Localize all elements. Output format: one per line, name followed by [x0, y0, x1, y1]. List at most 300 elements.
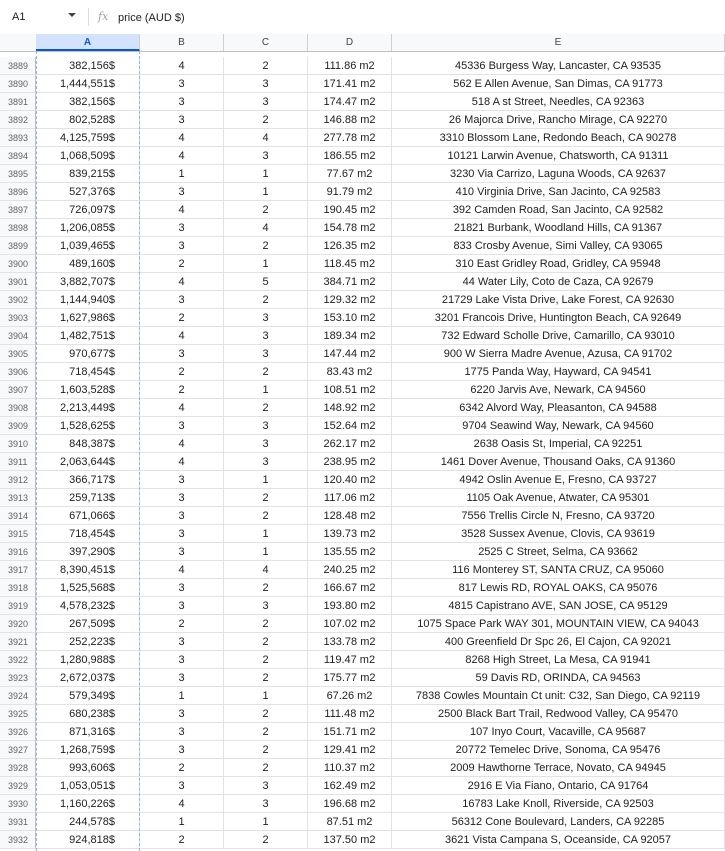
table-row	[0, 291, 725, 309]
cell-col-c[interactable]: 3	[224, 417, 308, 435]
cell-address[interactable]: 4815 Capistrano AVE, SAN JOSE, CA 95129	[392, 597, 725, 615]
cell-area[interactable]: 117.06 m2	[308, 489, 392, 507]
row-number[interactable]: 3907	[0, 381, 36, 399]
row-number[interactable]: 3912	[0, 471, 36, 489]
cell-area[interactable]: 83.43 m2	[308, 363, 392, 381]
cell-address[interactable]: 900 W Sierra Madre Avenue, Azusa, CA 91702	[392, 345, 725, 363]
cell-price[interactable]: 1,603,528$	[36, 381, 140, 399]
cell-col-b[interactable]: 4	[140, 129, 224, 147]
row-number[interactable]: 3894	[0, 147, 36, 165]
cell-col-c[interactable]: 2	[224, 669, 308, 687]
cell-area[interactable]: 133.78 m2	[308, 633, 392, 651]
cell-area[interactable]: 171.41 m2	[308, 75, 392, 93]
cell-area[interactable]: 151.71 m2	[308, 723, 392, 741]
cell-area[interactable]: 146.88 m2	[308, 111, 392, 129]
cell-col-b[interactable]: 3	[140, 579, 224, 597]
cell-col-b[interactable]: 3	[140, 417, 224, 435]
cell-price[interactable]: 267,509$	[36, 615, 140, 633]
cell-area[interactable]: 153.10 m2	[308, 309, 392, 327]
cell-price[interactable]: 671,066$	[36, 507, 140, 525]
row-number[interactable]: 3908	[0, 399, 36, 417]
table-row	[0, 327, 725, 345]
cell-col-b[interactable]: 3	[140, 471, 224, 489]
table-row	[0, 57, 725, 75]
cell-area[interactable]: 148.92 m2	[308, 399, 392, 417]
cell-address[interactable]: 410 Virginia Drive, San Jacinto, CA 92583	[392, 183, 725, 201]
table-row	[0, 111, 725, 129]
row-number[interactable]: 3920	[0, 615, 36, 633]
formula-bar	[0, 0, 725, 35]
cell-col-b[interactable]: 4	[140, 327, 224, 345]
table-row	[0, 165, 725, 183]
row-number[interactable]: 3931	[0, 813, 36, 831]
row-number[interactable]: 3923	[0, 669, 36, 687]
cell-col-b[interactable]: 4	[140, 273, 224, 291]
cell-col-b[interactable]: 3	[140, 93, 224, 111]
cell-area[interactable]: 277.78 m2	[308, 129, 392, 147]
cell-col-c[interactable]: 2	[224, 831, 308, 849]
cell-price[interactable]: 4,125,759$	[36, 129, 140, 147]
cell-col-c[interactable]: 3	[224, 309, 308, 327]
cell-area[interactable]: 193.80 m2	[308, 597, 392, 615]
row-number[interactable]: 3909	[0, 417, 36, 435]
cell-price[interactable]: 1,525,568$	[36, 579, 140, 597]
row-number[interactable]: 3927	[0, 741, 36, 759]
cell-col-b[interactable]: 4	[140, 453, 224, 471]
cell-address[interactable]: 56312 Cone Boulevard, Landers, CA 92285	[392, 813, 725, 831]
cell-area[interactable]: 118.45 m2	[308, 255, 392, 273]
row-number[interactable]: 3910	[0, 435, 36, 453]
cell-col-c[interactable]: 4	[224, 129, 308, 147]
cell-price[interactable]: 252,223$	[36, 633, 140, 651]
cell-price[interactable]: 1,206,085$	[36, 219, 140, 237]
cell-price[interactable]: 1,160,226$	[36, 795, 140, 813]
cell-col-c[interactable]: 2	[224, 201, 308, 219]
cell-col-c[interactable]: 1	[224, 381, 308, 399]
row-number[interactable]: 3904	[0, 327, 36, 345]
table-row	[0, 597, 725, 615]
cell-col-c[interactable]: 1	[224, 543, 308, 561]
cell-col-c[interactable]: 2	[224, 489, 308, 507]
cell-price[interactable]: 1,444,551$	[36, 75, 140, 93]
cell-area[interactable]: 154.78 m2	[308, 219, 392, 237]
table-row	[0, 237, 725, 255]
cell-col-b[interactable]: 3	[140, 777, 224, 795]
cell-area[interactable]: 262.17 m2	[308, 435, 392, 453]
table-row	[0, 633, 725, 651]
cell-reference: A1	[12, 11, 26, 23]
row-number[interactable]: 3921	[0, 633, 36, 651]
cell-address[interactable]: 20772 Temelec Drive, Sonoma, CA 95476	[392, 741, 725, 759]
cell-price[interactable]: 259,713$	[36, 489, 140, 507]
table-row	[0, 777, 725, 795]
row-number[interactable]: 3924	[0, 687, 36, 705]
cell-price[interactable]: 527,376$	[36, 183, 140, 201]
cell-address[interactable]: 2009 Hawthorne Terrace, Novato, CA 94945	[392, 759, 725, 777]
table-row	[0, 723, 725, 741]
cell-address[interactable]: 518 A st Street, Needles, CA 92363	[392, 93, 725, 111]
cell-col-c[interactable]: 3	[224, 75, 308, 93]
cell-col-c[interactable]: 3	[224, 777, 308, 795]
cell-area[interactable]: 162.49 m2	[308, 777, 392, 795]
row-number[interactable]: 3932	[0, 831, 36, 849]
table-row	[0, 273, 725, 291]
cell-address[interactable]: 562 E Allen Avenue, San Dimas, CA 91773	[392, 75, 725, 93]
cell-col-b[interactable]: 4	[140, 435, 224, 453]
cell-col-b[interactable]: 3	[140, 723, 224, 741]
cell-address[interactable]: 732 Edward Scholle Drive, Camarillo, CA 93010	[392, 327, 725, 345]
cell-col-c[interactable]: 1	[224, 255, 308, 273]
cell-address[interactable]: 3201 Francois Drive, Huntington Beach, CA 92649	[392, 309, 725, 327]
cell-address[interactable]: 16783 Lake Knoll, Riverside, CA 92503	[392, 795, 725, 813]
cell-address[interactable]: 1075 Space Park WAY 301, MOUNTAIN VIEW, CA 94043	[392, 615, 725, 633]
row-number[interactable]: 3916	[0, 543, 36, 561]
row-number[interactable]: 3896	[0, 183, 36, 201]
cell-col-c[interactable]: 3	[224, 327, 308, 345]
cell-area[interactable]: 147.44 m2	[308, 345, 392, 363]
cell-col-b[interactable]: 1	[140, 165, 224, 183]
cell-col-c[interactable]: 1	[224, 471, 308, 489]
table-row	[0, 831, 725, 849]
table-row	[0, 453, 725, 471]
cell-col-b[interactable]: 3	[140, 345, 224, 363]
cell-col-b[interactable]: 3	[140, 669, 224, 687]
cell-col-c[interactable]: 1	[224, 687, 308, 705]
cell-col-c[interactable]: 2	[224, 399, 308, 417]
cell-address[interactable]: 3528 Sussex Avenue, Clovis, CA 93619	[392, 525, 725, 543]
cell-area[interactable]: 120.40 m2	[308, 471, 392, 489]
row-number[interactable]: 3922	[0, 651, 36, 669]
cell-col-b[interactable]: 2	[140, 309, 224, 327]
sheet-grid	[0, 51, 725, 851]
cell-address[interactable]: 2500 Black Bart Trail, Redwood Valley, CA 95470	[392, 705, 725, 723]
cell-col-c[interactable]: 2	[224, 723, 308, 741]
row-number[interactable]: 3899	[0, 237, 36, 255]
cell-col-c[interactable]: 2	[224, 741, 308, 759]
cell-address[interactable]: 1461 Dover Avenue, Thousand Oaks, CA 91360	[392, 453, 725, 471]
cell-col-b[interactable]: 3	[140, 525, 224, 543]
cell-address[interactable]: 10121 Larwin Avenue, Chatsworth, CA 91311	[392, 147, 725, 165]
cell-price[interactable]: 366,717$	[36, 471, 140, 489]
cell-price[interactable]: 489,160$	[36, 255, 140, 273]
cell-area[interactable]: 129.32 m2	[308, 291, 392, 309]
cell-address[interactable]: 1105 Oak Avenue, Atwater, CA 95301	[392, 489, 725, 507]
chevron-down-icon[interactable]	[68, 13, 76, 17]
cell-area[interactable]: 129.41 m2	[308, 741, 392, 759]
cell-price[interactable]: 579,349$	[36, 687, 140, 705]
cell-col-b[interactable]: 3	[140, 111, 224, 129]
cell-col-b[interactable]: 2	[140, 255, 224, 273]
cell-price[interactable]: 718,454$	[36, 363, 140, 381]
cell-col-c[interactable]: 1	[224, 165, 308, 183]
row-number[interactable]: 3915	[0, 525, 36, 543]
cell-col-b[interactable]: 3	[140, 705, 224, 723]
cell-col-b[interactable]: 2	[140, 615, 224, 633]
cell-address[interactable]: 116 Monterey ST, SANTA CRUZ, CA 95060	[392, 561, 725, 579]
cell-area[interactable]: 152.64 m2	[308, 417, 392, 435]
cell-price[interactable]: 1,144,940$	[36, 291, 140, 309]
cell-col-c[interactable]: 2	[224, 633, 308, 651]
cell-area[interactable]: 196.68 m2	[308, 795, 392, 813]
table-row	[0, 813, 725, 831]
cell-price[interactable]: 382,156$	[36, 93, 140, 111]
cell-area[interactable]: 189.34 m2	[308, 327, 392, 345]
cell-address[interactable]: 59 Davis RD, ORINDA, CA 94563	[392, 669, 725, 687]
cell-address[interactable]: 6220 Jarvis Ave, Newark, CA 94560	[392, 381, 725, 399]
table-row	[0, 543, 725, 561]
cell-col-c[interactable]: 3	[224, 147, 308, 165]
row-number[interactable]: 3905	[0, 345, 36, 363]
cell-address[interactable]: 45336 Burgess Way, Lancaster, CA 93535	[392, 57, 725, 75]
cell-col-c[interactable]: 3	[224, 597, 308, 615]
cell-col-b[interactable]: 3	[140, 741, 224, 759]
cell-address[interactable]: 26 Majorca Drive, Rancho Mirage, CA 92270	[392, 111, 725, 129]
cell-area[interactable]: 384.71 m2	[308, 273, 392, 291]
cell-area[interactable]: 137.50 m2	[308, 831, 392, 849]
cell-col-b[interactable]: 2	[140, 381, 224, 399]
cell-col-b[interactable]: 4	[140, 561, 224, 579]
cell-address[interactable]: 310 East Gridley Road, Gridley, CA 95948	[392, 255, 725, 273]
column-header-a[interactable]: A	[36, 34, 140, 51]
cell-col-b[interactable]: 3	[140, 633, 224, 651]
cell-col-b[interactable]: 4	[140, 147, 224, 165]
cell-col-b[interactable]: 4	[140, 399, 224, 417]
cell-col-b[interactable]: 2	[140, 831, 224, 849]
column-header-d[interactable]: D	[308, 34, 392, 51]
cell-address[interactable]: 107 Inyo Court, Vacaville, CA 95687	[392, 723, 725, 741]
cell-col-b[interactable]: 2	[140, 363, 224, 381]
cell-col-c[interactable]: 2	[224, 507, 308, 525]
cell-col-b[interactable]: 3	[140, 489, 224, 507]
cell-address[interactable]: 6342 Alvord Way, Pleasanton, CA 94588	[392, 399, 725, 417]
cell-col-c[interactable]: 2	[224, 291, 308, 309]
cell-col-c[interactable]: 2	[224, 111, 308, 129]
cell-col-c[interactable]: 2	[224, 759, 308, 777]
cell-price[interactable]: 1,268,759$	[36, 741, 140, 759]
cell-price[interactable]: 970,677$	[36, 345, 140, 363]
cell-col-c[interactable]: 4	[224, 219, 308, 237]
row-number[interactable]: 3913	[0, 489, 36, 507]
cell-col-b[interactable]: 3	[140, 75, 224, 93]
cell-address[interactable]: 4942 Oslin Avenue E, Fresno, CA 93727	[392, 471, 725, 489]
row-number[interactable]: 3890	[0, 75, 36, 93]
column-header-b[interactable]: B	[140, 34, 224, 51]
cell-col-b[interactable]: 3	[140, 291, 224, 309]
cell-col-b[interactable]: 4	[140, 57, 224, 75]
table-row	[0, 687, 725, 705]
cell-col-b[interactable]: 3	[140, 597, 224, 615]
row-number[interactable]: 3891	[0, 93, 36, 111]
cell-col-b[interactable]: 3	[140, 543, 224, 561]
cell-price[interactable]: 726,097$	[36, 201, 140, 219]
row-number[interactable]: 3918	[0, 579, 36, 597]
cell-col-c[interactable]: 3	[224, 795, 308, 813]
cell-address[interactable]: 3310 Blossom Lane, Redondo Beach, CA 90278	[392, 129, 725, 147]
cell-address[interactable]: 9704 Seawind Way, Newark, CA 94560	[392, 417, 725, 435]
cell-address[interactable]: 21729 Lake Vista Drive, Lake Forest, CA 92630	[392, 291, 725, 309]
cell-price[interactable]: 1,528,625$	[36, 417, 140, 435]
cell-col-c[interactable]: 2	[224, 363, 308, 381]
cell-price[interactable]: 1,053,051$	[36, 777, 140, 795]
row-number[interactable]: 3893	[0, 129, 36, 147]
row-number[interactable]: 3930	[0, 795, 36, 813]
row-number[interactable]: 3900	[0, 255, 36, 273]
table-row	[0, 381, 725, 399]
row-number[interactable]: 3926	[0, 723, 36, 741]
cell-area[interactable]: 87.51 m2	[308, 813, 392, 831]
cell-col-c[interactable]: 3	[224, 453, 308, 471]
cell-col-c[interactable]: 2	[224, 579, 308, 597]
cell-address[interactable]: 8268 High Street, La Mesa, CA 91941	[392, 651, 725, 669]
cell-area[interactable]: 135.55 m2	[308, 543, 392, 561]
cell-address[interactable]: 3621 Vista Campana S, Oceanside, CA 92057	[392, 831, 725, 849]
cell-area[interactable]: 238.95 m2	[308, 453, 392, 471]
table-row	[0, 93, 725, 111]
cell-address[interactable]: 392 Camden Road, San Jacinto, CA 92582	[392, 201, 725, 219]
cell-price[interactable]: 8,390,451$	[36, 561, 140, 579]
cell-address[interactable]: 2525 C Street, Selma, CA 93662	[392, 543, 725, 561]
name-box[interactable]	[0, 6, 84, 28]
cell-col-c[interactable]: 4	[224, 561, 308, 579]
row-number[interactable]: 3925	[0, 705, 36, 723]
cell-address[interactable]: 2638 Oasis St, Imperial, CA 92251	[392, 435, 725, 453]
formula-input[interactable]: price (AUD $)	[118, 12, 185, 24]
cell-price[interactable]: 993,606$	[36, 759, 140, 777]
cell-col-b[interactable]: 3	[140, 219, 224, 237]
cell-price[interactable]: 802,528$	[36, 111, 140, 129]
cell-col-b[interactable]: 1	[140, 813, 224, 831]
cell-area[interactable]: 67.26 m2	[308, 687, 392, 705]
cell-price[interactable]: 839,215$	[36, 165, 140, 183]
row-number[interactable]: 3928	[0, 759, 36, 777]
cell-price[interactable]: 1,068,509$	[36, 147, 140, 165]
cell-price[interactable]: 871,316$	[36, 723, 140, 741]
divider	[88, 8, 89, 26]
cell-price[interactable]: 4,578,232$	[36, 597, 140, 615]
cell-col-c[interactable]: 1	[224, 525, 308, 543]
row-number[interactable]: 3897	[0, 201, 36, 219]
row-number[interactable]: 3898	[0, 219, 36, 237]
cell-col-b[interactable]: 3	[140, 183, 224, 201]
cell-col-c[interactable]: 5	[224, 273, 308, 291]
cell-price[interactable]: 718,454$	[36, 525, 140, 543]
cell-area[interactable]: 77.67 m2	[308, 165, 392, 183]
cell-address[interactable]: 3230 Via Carrizo, Laguna Woods, CA 92637	[392, 165, 725, 183]
cell-price[interactable]: 680,238$	[36, 705, 140, 723]
cell-area[interactable]: 186.55 m2	[308, 147, 392, 165]
cell-price[interactable]: 1,280,988$	[36, 651, 140, 669]
cell-col-b[interactable]: 3	[140, 507, 224, 525]
cell-price[interactable]: 2,672,037$	[36, 669, 140, 687]
cell-area[interactable]: 174.47 m2	[308, 93, 392, 111]
row-number[interactable]: 3902	[0, 291, 36, 309]
cell-area[interactable]: 128.48 m2	[308, 507, 392, 525]
table-row	[0, 471, 725, 489]
cell-col-c[interactable]: 2	[224, 57, 308, 75]
cell-col-b[interactable]: 4	[140, 201, 224, 219]
cell-area[interactable]: 139.73 m2	[308, 525, 392, 543]
cell-address[interactable]: 7838 Cowles Mountain Ct unit: C32, San Diego, CA 92119	[392, 687, 725, 705]
cell-address[interactable]: 400 Greenfield Dr Spc 26, El Cajon, CA 92021	[392, 633, 725, 651]
cell-price[interactable]: 1,482,751$	[36, 327, 140, 345]
cell-price[interactable]: 397,290$	[36, 543, 140, 561]
cell-col-c[interactable]: 2	[224, 705, 308, 723]
cell-area[interactable]: 240.25 m2	[308, 561, 392, 579]
row-number[interactable]: 3901	[0, 273, 36, 291]
row-number[interactable]: 3906	[0, 363, 36, 381]
cell-col-b[interactable]: 1	[140, 687, 224, 705]
cell-price[interactable]: 244,578$	[36, 813, 140, 831]
cell-col-b[interactable]: 3	[140, 651, 224, 669]
cell-area[interactable]: 166.67 m2	[308, 579, 392, 597]
cell-address[interactable]: 817 Lewis RD, ROYAL OAKS, CA 95076	[392, 579, 725, 597]
cell-col-c[interactable]: 2	[224, 237, 308, 255]
cell-price[interactable]: 382,156$	[36, 57, 140, 75]
cell-area[interactable]: 111.48 m2	[308, 705, 392, 723]
cell-col-b[interactable]: 4	[140, 795, 224, 813]
cell-address[interactable]: 2916 E Via Fiano, Ontario, CA 91764	[392, 777, 725, 795]
column-header-e[interactable]: E	[392, 34, 725, 51]
cell-area[interactable]: 119.47 m2	[308, 651, 392, 669]
row-number[interactable]: 3892	[0, 111, 36, 129]
cell-price[interactable]: 2,213,449$	[36, 399, 140, 417]
cell-col-c[interactable]: 3	[224, 435, 308, 453]
row-number[interactable]: 3919	[0, 597, 36, 615]
table-row	[0, 129, 725, 147]
cell-col-c[interactable]: 2	[224, 651, 308, 669]
cell-area[interactable]: 108.51 m2	[308, 381, 392, 399]
row-number[interactable]: 3895	[0, 165, 36, 183]
cell-address[interactable]: 1775 Panda Way, Hayward, CA 94541	[392, 363, 725, 381]
row-number[interactable]: 3911	[0, 453, 36, 471]
cell-area[interactable]: 190.45 m2	[308, 201, 392, 219]
cell-area[interactable]: 110.37 m2	[308, 759, 392, 777]
row-number[interactable]: 3903	[0, 309, 36, 327]
cell-area[interactable]: 175.77 m2	[308, 669, 392, 687]
cell-address[interactable]: 7556 Trellis Circle N, Fresno, CA 93720	[392, 507, 725, 525]
cell-col-c[interactable]: 2	[224, 615, 308, 633]
cell-col-b[interactable]: 2	[140, 759, 224, 777]
row-number[interactable]: 3914	[0, 507, 36, 525]
table-row	[0, 795, 725, 813]
cell-col-c[interactable]: 3	[224, 93, 308, 111]
cell-address[interactable]: 21821 Burbank, Woodland Hills, CA 91367	[392, 219, 725, 237]
cell-col-c[interactable]: 3	[224, 345, 308, 363]
cell-price[interactable]: 3,882,707$	[36, 273, 140, 291]
cell-price[interactable]: 924,818$	[36, 831, 140, 849]
cell-price[interactable]: 848,387$	[36, 435, 140, 453]
cell-address[interactable]: 833 Crosby Avenue, Simi Valley, CA 93065	[392, 237, 725, 255]
cell-price[interactable]: 2,063,644$	[36, 453, 140, 471]
cell-col-c[interactable]: 1	[224, 813, 308, 831]
cell-area[interactable]: 126.35 m2	[308, 237, 392, 255]
cell-col-c[interactable]: 1	[224, 183, 308, 201]
row-number[interactable]: 3917	[0, 561, 36, 579]
column-header-c[interactable]: C	[224, 34, 308, 51]
table-row	[0, 561, 725, 579]
table-row	[0, 399, 725, 417]
cell-area[interactable]: 107.02 m2	[308, 615, 392, 633]
cell-address[interactable]: 44 Water Lily, Coto de Caza, CA 92679	[392, 273, 725, 291]
cell-area[interactable]: 111.86 m2	[308, 57, 392, 75]
cell-price[interactable]: 1,039,465$	[36, 237, 140, 255]
row-number[interactable]: 3889	[0, 57, 36, 75]
cell-area[interactable]: 91.79 m2	[308, 183, 392, 201]
cell-price[interactable]: 1,627,986$	[36, 309, 140, 327]
cell-col-b[interactable]: 3	[140, 237, 224, 255]
table-row	[0, 705, 725, 723]
row-number[interactable]: 3929	[0, 777, 36, 795]
